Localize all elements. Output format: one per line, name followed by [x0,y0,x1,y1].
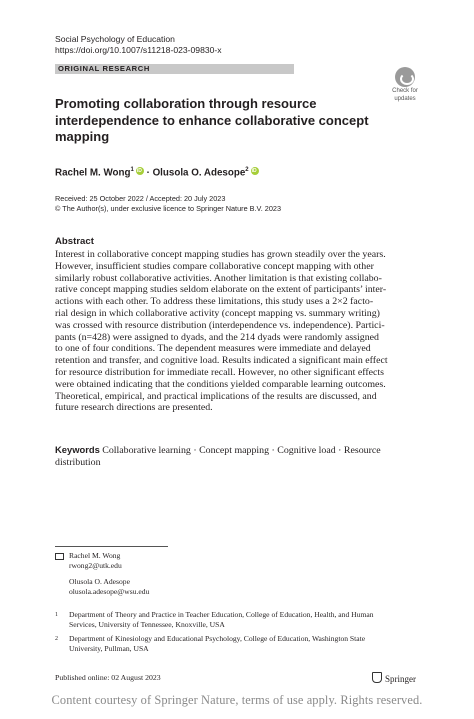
article-title: Promoting collaboration through resource interdependence to enhance collaborative concept mapping [55,96,369,144]
affiliation-1 [55,610,395,630]
abstract-line: to one of four conditions. The dependent measures were immediate and delayed [55,343,371,355]
abstract-line: similarly robust collaborative activities. Another limitation is that existing collabo- [55,272,382,284]
publisher-name: Springer [385,674,416,684]
abstract-line: actions with each other. To address these limitations, this study uses a 2×2 facto- [55,296,374,308]
received-accepted-dates: Received: 25 October 2022 / Accepted: 20 July 2023 [55,194,226,203]
affiliation-text: Department of Kinesiology and Educational Psychology, College of Education, Washington State University, Pullman, USA [69,634,366,653]
abstract-line: were obtained indicating that the conditions yielded comparable learning outcomes. [55,378,386,390]
correspondence [55,551,149,597]
refresh-icon [395,67,415,87]
published-date: Published online: 02 August 2023 [55,673,161,682]
check-updates-line2: updates [394,95,416,102]
doi-link[interactable]: https://doi.org/10.1007/s11218-023-09830-x [55,45,222,55]
copyright-notice: © The Author(s), under exclusive licence to Springer Nature B.V. 2023 [55,204,282,213]
author-affil-ref-2: 2 [245,167,249,173]
contact-name: Rachel M. Wong [69,551,121,560]
abstract-line: for resource distribution for immediate recall. However, no other significant effects [55,366,385,378]
footer-notice: Content courtesy of Springer Nature, terms of use apply. Rights reserved. [51,693,423,707]
affiliation-number: 2 [55,636,58,642]
author-separator: · [146,167,150,179]
envelope-icon [55,553,64,560]
abstract-line: pants (n=428) were assigned to dyads, and the 214 dyads were randomly assigned [55,331,379,343]
author-list [55,164,259,179]
keywords-label: Keywords [55,444,100,455]
orcid-icon[interactable] [251,167,259,175]
abstract-line: However, insufficient studies compare collaborative concept mapping with other [55,260,374,272]
check-updates-line1: Check for [392,88,418,94]
abstract-line: was crossed with resource distribution (interdependence vs. independence). Partici- [55,319,385,331]
abstract-line: rial design in which collaborative activity (concept mapping vs. summary writing) [55,307,380,319]
author-name-1[interactable]: Rachel M. Wong [55,167,131,179]
abstract-line: Interest in collaborative concept mapping studies has grown steadily over the years. [55,249,386,260]
abstract-line: Theoretical, empirical, and practical implications of the results are discussed, and [55,390,377,402]
check-for-updates-button[interactable] [387,67,423,101]
contact-divider [55,546,168,547]
affiliation-2 [55,634,395,654]
contact-email[interactable]: rwong2@utk.edu [69,561,122,570]
publisher-logo [372,672,416,684]
article-type-bar [55,64,294,74]
orcid-icon[interactable] [136,167,144,175]
keywords-text: Collaborative learning · Concept mapping · Cognitive load · Resource distribution [55,445,381,468]
abstract-line: future research directions are presented. [55,402,213,414]
abstract-body [55,249,420,414]
contact-email[interactable]: olusola.adesope@wsu.edu [69,587,150,596]
journal-header [55,34,222,56]
article-type-label: ORIGINAL RESEARCH [58,64,150,73]
keywords [55,444,420,469]
springer-horse-icon [372,672,382,683]
abstract-line: retention and transfer, and cognitive load. Results indicated a significant main effect [55,355,388,367]
article-dates [55,194,281,214]
contact-name: Olusola O. Adesope [69,577,130,586]
author-affil-ref-1: 1 [130,167,134,173]
abstract-line: rative concept mapping studies seldom elaborate on the extent of participants’ inter- [55,284,387,296]
journal-name: Social Psychology of Education [55,34,175,44]
affiliation-number: 1 [55,612,58,618]
abstract-heading: Abstract [55,236,94,247]
author-name-2[interactable]: Olusola O. Adesope [152,167,246,179]
affiliation-text: Department of Theory and Practice in Teacher Education, College of Education, Health, and Human Services, University of Tennessee, Knoxville, USA [69,610,374,629]
